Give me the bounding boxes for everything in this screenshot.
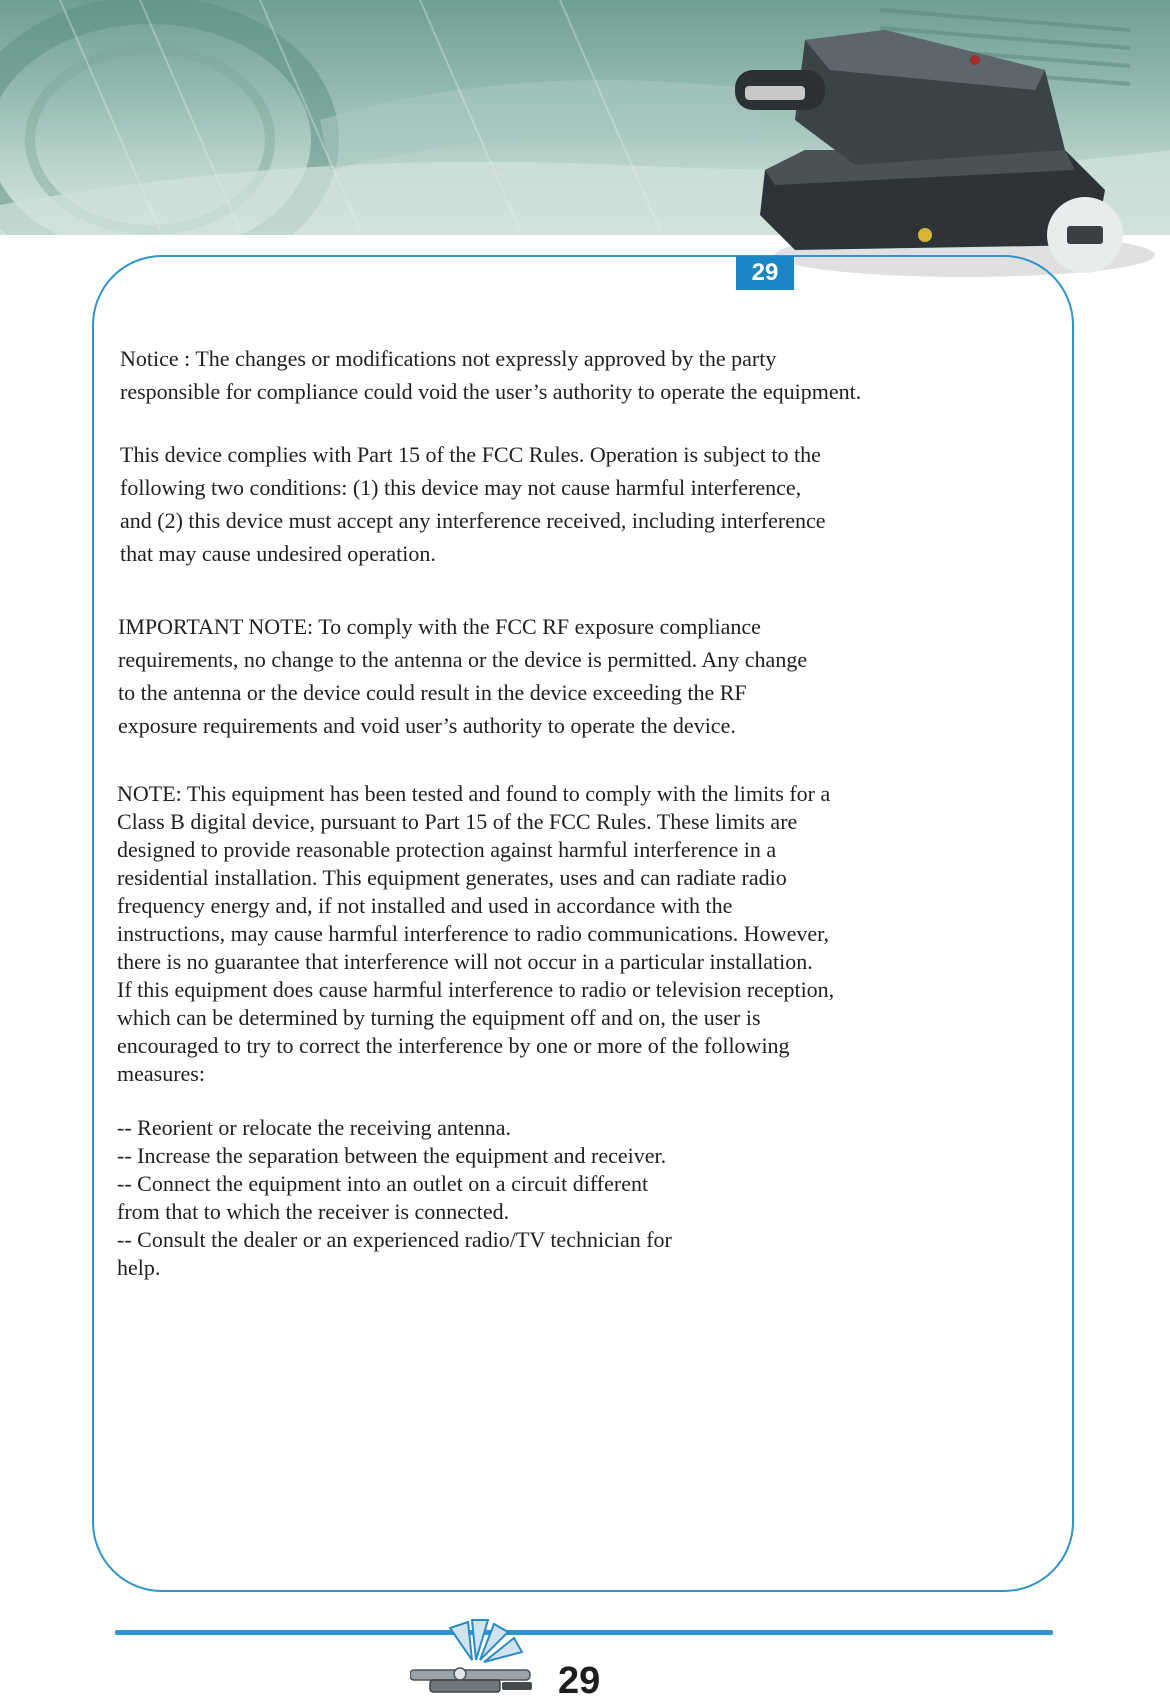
car-charger-device-image — [735, 0, 1155, 290]
page-number-badge: 29 — [736, 256, 794, 290]
footer-page-number: 29 — [558, 1660, 601, 1702]
device-fan-logo-icon — [410, 1616, 550, 1700]
class-b-note-paragraph: NOTE: This equipment has been tested and found to comply with the limits for a Class B digital device, pursuant to Part 15 of the FCC Rules. These limits are designed to provide reasonable protection against harmful interference in a residential installation. This equipment generates, uses and can radiate radio frequency energy and, if not installed and used in accordance with the instructions, may cause harmful interference to radio communications. However, there is no guarantee that interference will not occur in a particular installation. If this equipment does cause harmful interference to radio or television reception, which can be determined by turning the equipment off and on, the user is encouraged to try to correct the interference by one or more of the following measures: — [117, 781, 835, 1086]
fcc-compliance-paragraph: This device complies with Part 15 of the FCC Rules. Operation is subject to the following two conditions: (1) this device may not cause harmful interference, and (2) this device must accept any interference received, including interference that may cause undesired operation. — [120, 442, 826, 566]
measures-list: -- Reorient or relocate the receiving antenna. -- Increase the separation between the equipment and receiver. -- Connect the equipment into an outlet on a circuit different from that to which the receiver is connected. -- Consult the dealer or an experienced radio/TV technician for help. — [117, 1115, 672, 1280]
footer-divider — [115, 1630, 1053, 1635]
notice-paragraph: Notice : The changes or modifications not expressly approved by the party responsible for compliance could void the user’s authority to operate the equipment. — [120, 346, 862, 404]
rf-exposure-note-paragraph: IMPORTANT NOTE: To comply with the FCC RF exposure compliance requirements, no change to the antenna or the device is permitted. Any change to the antenna or the device could result in the device exceeding the RF exposure requirements and void user’s authority to operate the device. — [118, 614, 808, 738]
